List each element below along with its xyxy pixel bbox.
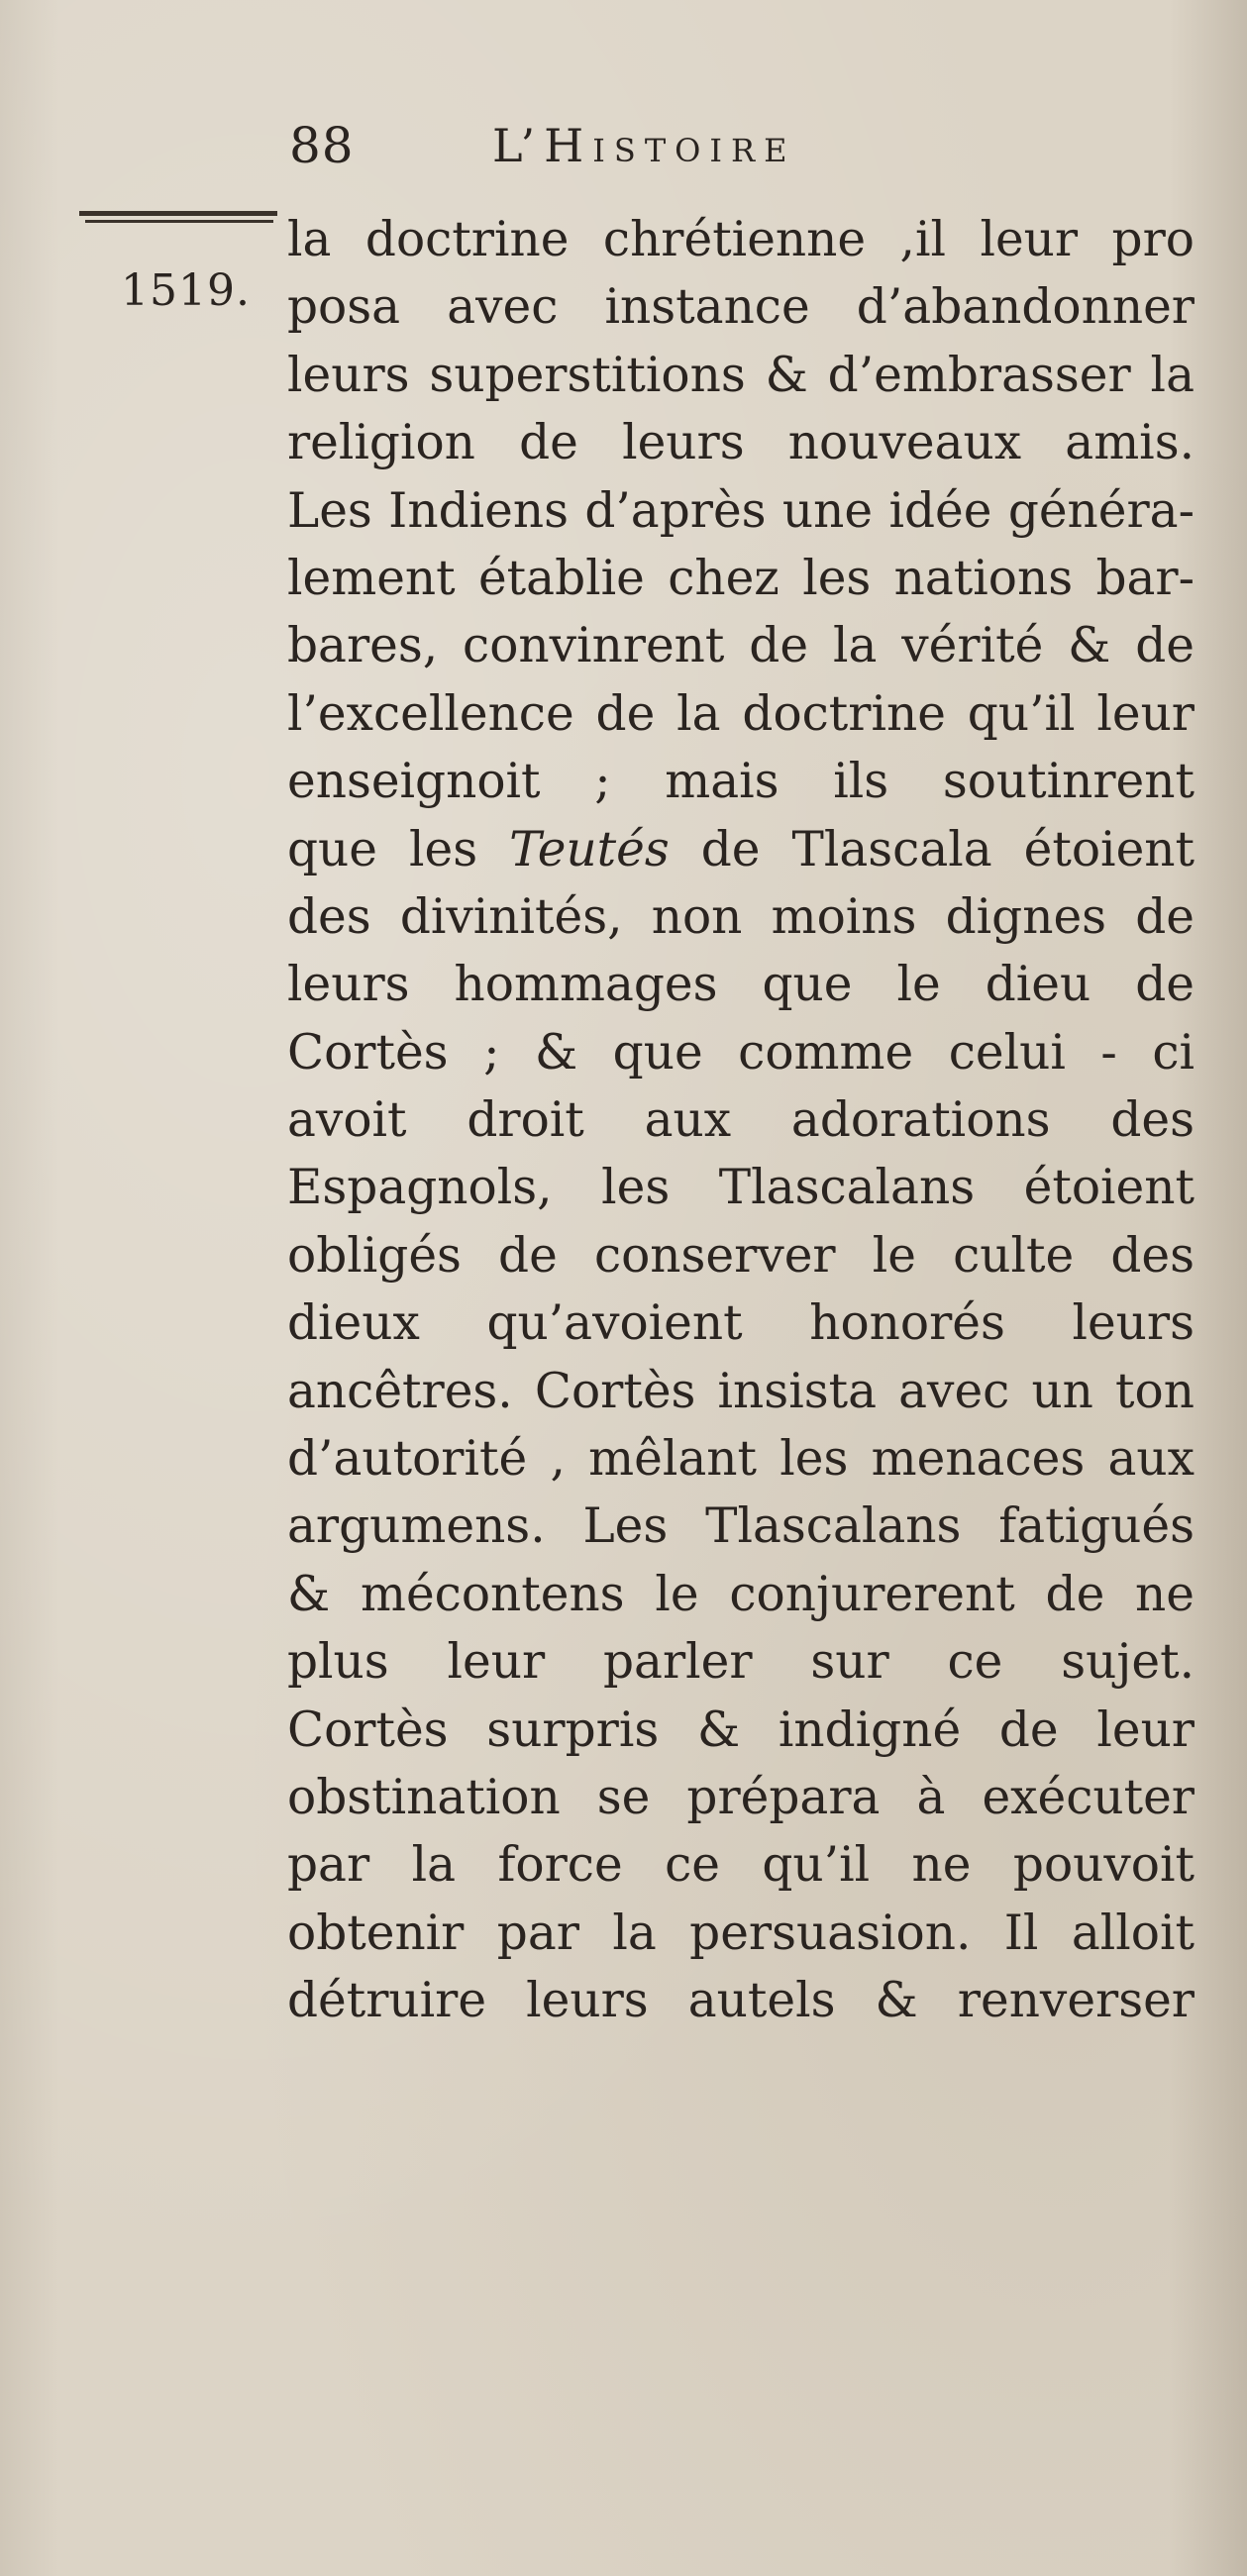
text-segment: que les (287, 821, 478, 877)
page-header (289, 117, 983, 186)
text-line: argumens. Les Tlascalans fatigués (287, 1498, 1195, 1555)
text-line: lement établie chez les nations bar- (287, 550, 1195, 606)
text-segment: de Tlascala étoient (700, 821, 1195, 877)
text-line: enseignoit ; mais ils soutinrent (287, 754, 1195, 810)
text-line: ancêtres. Cortès insista avec un ton (287, 1363, 1195, 1419)
text-line (287, 816, 1195, 883)
text-line: & mécontens le conjurerent de ne (287, 1566, 1195, 1622)
text-line: religion de leurs nouveaux amis. (287, 415, 1195, 471)
text-line: d’autorité , mêlant les menaces aux (287, 1431, 1195, 1488)
text-line: par la force ce qu’il ne pouvoit (287, 1837, 1195, 1894)
text-line: leurs hommages que le dieu de (287, 957, 1195, 1013)
text-line: Espagnols, les Tlascalans étoient (287, 1160, 1195, 1216)
text-line: Les Indiens d’après une idée généra- (287, 482, 1195, 539)
text-line: détruire leurs autels & renverser (287, 1973, 1195, 2029)
running-head: L’Histoire (492, 119, 796, 172)
text-line: l’excellence de la doctrine qu’il leur (287, 685, 1195, 742)
italic-word: Teutés (509, 821, 670, 877)
text-line: obstination se prépara à exécuter (287, 1769, 1195, 1825)
page-number: 88 (289, 117, 355, 174)
text-line: dieux qu’avoient honorés leurs (287, 1295, 1195, 1352)
rule-line (85, 220, 273, 223)
rule-line (79, 211, 277, 216)
text-line: bares, convinrent de la vérité & de (287, 618, 1195, 674)
text-line: posa avec instance d’abandonner (287, 279, 1195, 336)
body-text (287, 206, 1195, 2035)
text-line: des divinités, non moins dignes de (287, 888, 1195, 945)
text-line: plus leur parler sur ce sujet. (287, 1634, 1195, 1691)
text-line: leurs superstitions & d’embrasser la (287, 347, 1195, 403)
margin-rule-ornament (79, 211, 277, 227)
text-line: avoit droit aux adorations des (287, 1092, 1195, 1149)
text-line: obtenir par la persuasion. Il alloit (287, 1905, 1195, 1961)
text-line: obligés de conserver le culte des (287, 1227, 1195, 1284)
text-line: Cortès ; & que comme celui - ci (287, 1024, 1195, 1081)
text-line: la doctrine chrétienne ,il leur pro (287, 212, 1195, 267)
text-line: Cortès surpris & indigné de leur (287, 1701, 1195, 1758)
margin-year: 1519. (121, 265, 251, 316)
